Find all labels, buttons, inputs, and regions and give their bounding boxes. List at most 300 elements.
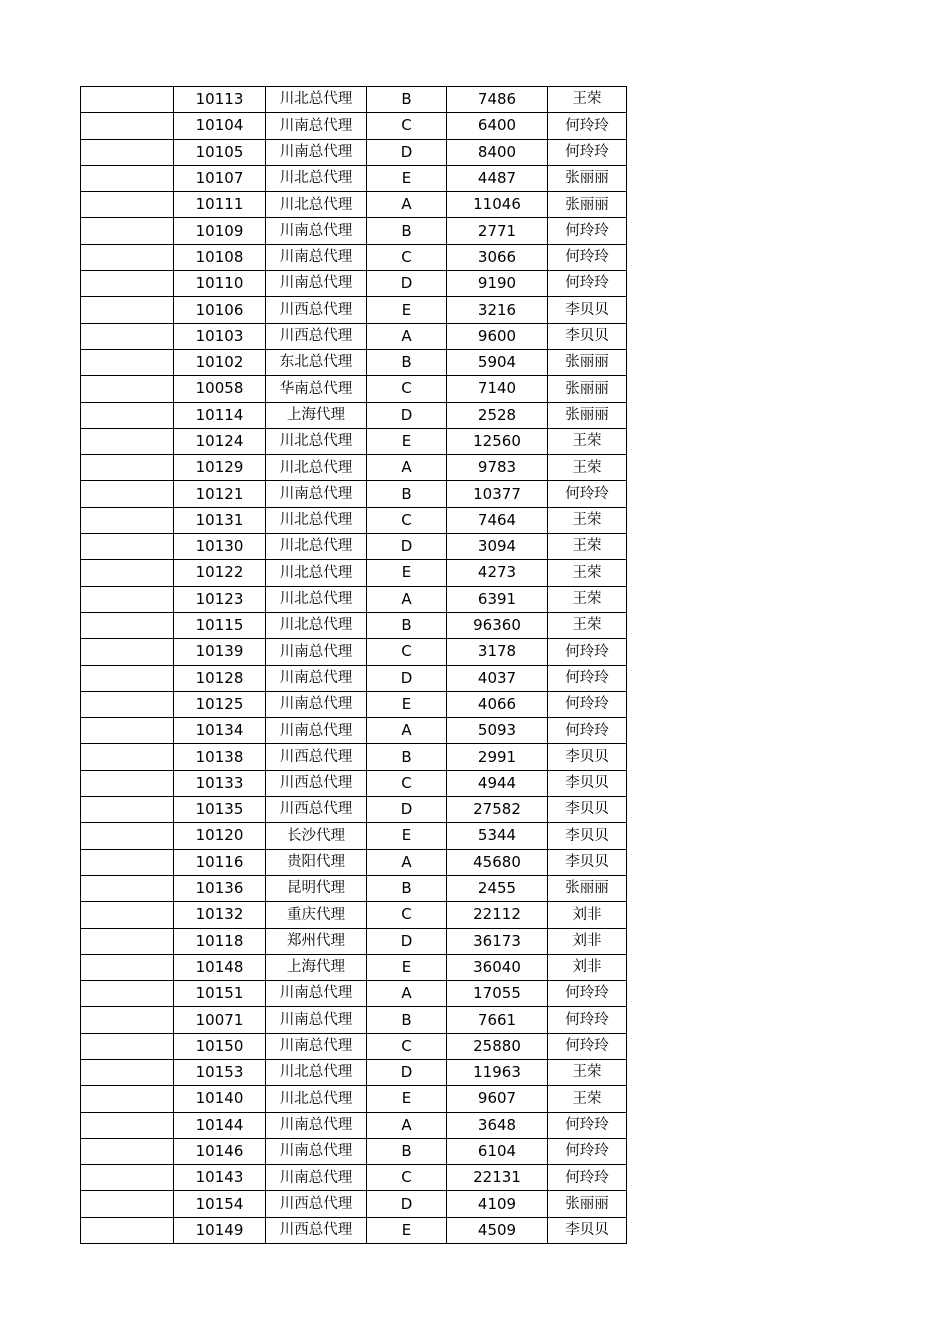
amount-cell: 2528 [447,402,548,428]
grade-cell: C [367,376,447,402]
order-id-cell: 10106 [174,297,266,323]
order-id-cell: 10123 [174,586,266,612]
person-cell: 何玲玲 [548,718,627,744]
person-cell: 王荣 [548,1059,627,1085]
amount-cell: 45680 [447,849,548,875]
amount-cell: 5093 [447,718,548,744]
empty-cell [81,376,174,402]
order-id-cell: 10114 [174,402,266,428]
agent-cell: 川南总代理 [266,218,367,244]
order-id-cell: 10115 [174,612,266,638]
agent-cell: 郑州代理 [266,928,367,954]
person-cell: 何玲玲 [548,691,627,717]
empty-cell [81,1033,174,1059]
person-cell: 何玲玲 [548,271,627,297]
order-id-cell: 10154 [174,1191,266,1217]
grade-cell: E [367,165,447,191]
person-cell: 张丽丽 [548,376,627,402]
person-cell: 李贝贝 [548,1217,627,1243]
table-row [81,428,627,454]
table-row [81,1059,627,1085]
person-cell: 刘非 [548,928,627,954]
person-cell: 王荣 [548,586,627,612]
amount-cell: 4037 [447,665,548,691]
amount-cell: 6104 [447,1138,548,1164]
empty-cell [81,218,174,244]
amount-cell: 36173 [447,928,548,954]
order-id-cell: 10125 [174,691,266,717]
person-cell: 何玲玲 [548,981,627,1007]
person-cell: 刘非 [548,902,627,928]
amount-cell: 2455 [447,875,548,901]
order-id-cell: 10143 [174,1165,266,1191]
order-id-cell: 10134 [174,718,266,744]
order-id-cell: 10103 [174,323,266,349]
grade-cell: C [367,902,447,928]
empty-cell [81,1086,174,1112]
empty-cell [81,1059,174,1085]
person-cell: 何玲玲 [548,665,627,691]
agent-cell: 川西总代理 [266,1191,367,1217]
empty-cell [81,586,174,612]
agent-cell: 川南总代理 [266,665,367,691]
grade-cell: E [367,1086,447,1112]
person-cell: 何玲玲 [548,1033,627,1059]
grade-cell: C [367,639,447,665]
grade-cell: B [367,612,447,638]
agent-cell: 上海代理 [266,954,367,980]
table-row [81,665,627,691]
agent-cell: 川北总代理 [266,586,367,612]
table-row [81,297,627,323]
amount-cell: 25880 [447,1033,548,1059]
order-id-cell: 10151 [174,981,266,1007]
amount-cell: 10377 [447,481,548,507]
empty-cell [81,691,174,717]
amount-cell: 22112 [447,902,548,928]
table-row [81,323,627,349]
grade-cell: A [367,1112,447,1138]
order-id-cell: 10139 [174,639,266,665]
table-row [81,1138,627,1164]
table-row [81,560,627,586]
amount-cell: 5344 [447,823,548,849]
empty-cell [81,639,174,665]
order-id-cell: 10104 [174,113,266,139]
person-cell: 李贝贝 [548,823,627,849]
agent-cell: 川北总代理 [266,1059,367,1085]
agent-cell: 川南总代理 [266,1138,367,1164]
grade-cell: B [367,481,447,507]
empty-cell [81,981,174,1007]
empty-cell [81,560,174,586]
person-cell: 何玲玲 [548,244,627,270]
person-cell: 李贝贝 [548,323,627,349]
amount-cell: 4487 [447,165,548,191]
table-row [81,1165,627,1191]
agent-cell: 川南总代理 [266,1007,367,1033]
amount-cell: 7661 [447,1007,548,1033]
person-cell: 何玲玲 [548,1165,627,1191]
grade-cell: B [367,875,447,901]
amount-cell: 4273 [447,560,548,586]
amount-cell: 12560 [447,428,548,454]
empty-cell [81,849,174,875]
order-id-cell: 10122 [174,560,266,586]
order-id-cell: 10107 [174,165,266,191]
table-row [81,192,627,218]
order-id-cell: 10135 [174,797,266,823]
amount-cell: 36040 [447,954,548,980]
order-id-cell: 10116 [174,849,266,875]
agent-cell: 川南总代理 [266,113,367,139]
order-id-cell: 10140 [174,1086,266,1112]
person-cell: 王荣 [548,507,627,533]
empty-cell [81,928,174,954]
grade-cell: E [367,560,447,586]
order-id-cell: 10128 [174,665,266,691]
person-cell: 李贝贝 [548,297,627,323]
agent-cell: 川西总代理 [266,323,367,349]
grade-cell: A [367,455,447,481]
order-id-cell: 10146 [174,1138,266,1164]
agent-cell: 川西总代理 [266,744,367,770]
agent-cell: 上海代理 [266,402,367,428]
grade-cell: C [367,770,447,796]
agent-cell: 川南总代理 [266,718,367,744]
empty-cell [81,87,174,113]
amount-cell: 6391 [447,586,548,612]
person-cell: 刘非 [548,954,627,980]
table-row [81,481,627,507]
person-cell: 张丽丽 [548,1191,627,1217]
amount-cell: 5904 [447,349,548,375]
table-row [81,1033,627,1059]
amount-cell: 11046 [447,192,548,218]
person-cell: 李贝贝 [548,797,627,823]
agent-cell: 长沙代理 [266,823,367,849]
agent-cell: 川南总代理 [266,1033,367,1059]
agent-cell: 川北总代理 [266,534,367,560]
person-cell: 何玲玲 [548,639,627,665]
empty-cell [81,1217,174,1243]
empty-cell [81,1112,174,1138]
agent-cell: 川北总代理 [266,87,367,113]
person-cell: 李贝贝 [548,849,627,875]
table-row [81,507,627,533]
person-cell: 李贝贝 [548,744,627,770]
grade-cell: D [367,797,447,823]
table-row [81,376,627,402]
empty-cell [81,113,174,139]
amount-cell: 4109 [447,1191,548,1217]
table-row [81,928,627,954]
order-id-cell: 10131 [174,507,266,533]
empty-cell [81,402,174,428]
grade-cell: E [367,954,447,980]
table-row [81,797,627,823]
table-row [81,113,627,139]
amount-cell: 7464 [447,507,548,533]
table-row [81,691,627,717]
agent-cell: 川南总代理 [266,481,367,507]
agent-cell: 川北总代理 [266,612,367,638]
person-cell: 王荣 [548,612,627,638]
grade-cell: E [367,297,447,323]
grade-cell: D [367,139,447,165]
amount-cell: 9607 [447,1086,548,1112]
empty-cell [81,455,174,481]
grade-cell: E [367,691,447,717]
grade-cell: C [367,507,447,533]
amount-cell: 9783 [447,455,548,481]
agent-cell: 川北总代理 [266,455,367,481]
grade-cell: A [367,192,447,218]
table-row [81,954,627,980]
empty-cell [81,665,174,691]
agent-cell: 川北总代理 [266,165,367,191]
empty-cell [81,797,174,823]
empty-cell [81,823,174,849]
order-id-cell: 10129 [174,455,266,481]
empty-cell [81,902,174,928]
agent-cell: 川南总代理 [266,691,367,717]
order-id-cell: 10130 [174,534,266,560]
empty-cell [81,192,174,218]
person-cell: 张丽丽 [548,192,627,218]
order-id-cell: 10133 [174,770,266,796]
agent-cell: 川南总代理 [266,1165,367,1191]
person-cell: 张丽丽 [548,402,627,428]
order-id-cell: 10058 [174,376,266,402]
data-table [80,86,627,1244]
agent-cell: 川北总代理 [266,428,367,454]
person-cell: 何玲玲 [548,1138,627,1164]
order-id-cell: 10071 [174,1007,266,1033]
order-id-cell: 10138 [174,744,266,770]
grade-cell: B [367,1007,447,1033]
amount-cell: 3216 [447,297,548,323]
person-cell: 张丽丽 [548,875,627,901]
grade-cell: B [367,744,447,770]
table-row [81,1086,627,1112]
agent-cell: 川南总代理 [266,244,367,270]
order-id-cell: 10136 [174,875,266,901]
agent-cell: 川南总代理 [266,639,367,665]
person-cell: 王荣 [548,1086,627,1112]
table-row [81,349,627,375]
order-id-cell: 10118 [174,928,266,954]
empty-cell [81,718,174,744]
amount-cell: 6400 [447,113,548,139]
table-row [81,639,627,665]
agent-cell: 东北总代理 [266,349,367,375]
table-row [81,586,627,612]
table-row [81,87,627,113]
person-cell: 何玲玲 [548,139,627,165]
amount-cell: 96360 [447,612,548,638]
table-body [81,87,627,1244]
empty-cell [81,165,174,191]
person-cell: 王荣 [548,428,627,454]
agent-cell: 昆明代理 [266,875,367,901]
amount-cell: 22131 [447,1165,548,1191]
agent-cell: 川西总代理 [266,1217,367,1243]
amount-cell: 9190 [447,271,548,297]
order-id-cell: 10149 [174,1217,266,1243]
person-cell: 李贝贝 [548,770,627,796]
empty-cell [81,770,174,796]
empty-cell [81,244,174,270]
grade-cell: D [367,1191,447,1217]
table-row [81,244,627,270]
order-id-cell: 10153 [174,1059,266,1085]
empty-cell [81,139,174,165]
amount-cell: 27582 [447,797,548,823]
table-row [81,455,627,481]
order-id-cell: 10132 [174,902,266,928]
order-id-cell: 10113 [174,87,266,113]
table-row [81,823,627,849]
agent-cell: 贵阳代理 [266,849,367,875]
table-row [81,165,627,191]
agent-cell: 川西总代理 [266,797,367,823]
agent-cell: 川北总代理 [266,560,367,586]
empty-cell [81,428,174,454]
person-cell: 王荣 [548,455,627,481]
order-id-cell: 10120 [174,823,266,849]
grade-cell: E [367,823,447,849]
agent-cell: 华南总代理 [266,376,367,402]
agent-cell: 川南总代理 [266,271,367,297]
table-row [81,218,627,244]
grade-cell: A [367,981,447,1007]
table-row [81,875,627,901]
table-row [81,718,627,744]
person-cell: 何玲玲 [548,481,627,507]
person-cell: 王荣 [548,87,627,113]
amount-cell: 4509 [447,1217,548,1243]
empty-cell [81,507,174,533]
amount-cell: 2991 [447,744,548,770]
empty-cell [81,875,174,901]
grade-cell: E [367,1217,447,1243]
empty-cell [81,323,174,349]
amount-cell: 9600 [447,323,548,349]
person-cell: 何玲玲 [548,113,627,139]
table-row [81,271,627,297]
agent-cell: 川北总代理 [266,1086,367,1112]
order-id-cell: 10102 [174,349,266,375]
empty-cell [81,1165,174,1191]
order-id-cell: 10124 [174,428,266,454]
empty-cell [81,744,174,770]
person-cell: 王荣 [548,560,627,586]
grade-cell: D [367,1059,447,1085]
grade-cell: B [367,87,447,113]
grade-cell: D [367,665,447,691]
amount-cell: 8400 [447,139,548,165]
agent-cell: 川西总代理 [266,297,367,323]
amount-cell: 3178 [447,639,548,665]
amount-cell: 3648 [447,1112,548,1138]
grade-cell: C [367,113,447,139]
grade-cell: E [367,428,447,454]
agent-cell: 重庆代理 [266,902,367,928]
amount-cell: 2771 [447,218,548,244]
grade-cell: D [367,271,447,297]
agent-cell: 川北总代理 [266,192,367,218]
empty-cell [81,534,174,560]
table-row [81,534,627,560]
table-row [81,402,627,428]
empty-cell [81,271,174,297]
order-id-cell: 10109 [174,218,266,244]
person-cell: 何玲玲 [548,1112,627,1138]
agent-cell: 川西总代理 [266,770,367,796]
order-id-cell: 10150 [174,1033,266,1059]
order-id-cell: 10110 [174,271,266,297]
grade-cell: C [367,1165,447,1191]
order-id-cell: 10111 [174,192,266,218]
empty-cell [81,349,174,375]
amount-cell: 11963 [447,1059,548,1085]
grade-cell: C [367,244,447,270]
empty-cell [81,481,174,507]
agent-cell: 川南总代理 [266,139,367,165]
person-cell: 何玲玲 [548,1007,627,1033]
amount-cell: 3094 [447,534,548,560]
grade-cell: B [367,1138,447,1164]
grade-cell: B [367,349,447,375]
grade-cell: C [367,1033,447,1059]
amount-cell: 17055 [447,981,548,1007]
table-row [81,744,627,770]
table-row [81,1217,627,1243]
order-id-cell: 10121 [174,481,266,507]
table-row [81,770,627,796]
person-cell: 张丽丽 [548,349,627,375]
grade-cell: A [367,586,447,612]
table-row [81,849,627,875]
table-row [81,981,627,1007]
grade-cell: D [367,402,447,428]
grade-cell: A [367,718,447,744]
amount-cell: 4944 [447,770,548,796]
table-row [81,902,627,928]
empty-cell [81,1138,174,1164]
amount-cell: 4066 [447,691,548,717]
table-row [81,1007,627,1033]
amount-cell: 7486 [447,87,548,113]
grade-cell: D [367,928,447,954]
order-id-cell: 10144 [174,1112,266,1138]
table-row [81,139,627,165]
table-row [81,1112,627,1138]
person-cell: 何玲玲 [548,218,627,244]
table-row [81,612,627,638]
grade-cell: A [367,849,447,875]
agent-cell: 川南总代理 [266,1112,367,1138]
grade-cell: B [367,218,447,244]
empty-cell [81,1191,174,1217]
order-id-cell: 10108 [174,244,266,270]
agent-cell: 川南总代理 [266,981,367,1007]
amount-cell: 3066 [447,244,548,270]
grade-cell: A [367,323,447,349]
agent-cell: 川北总代理 [266,507,367,533]
empty-cell [81,954,174,980]
